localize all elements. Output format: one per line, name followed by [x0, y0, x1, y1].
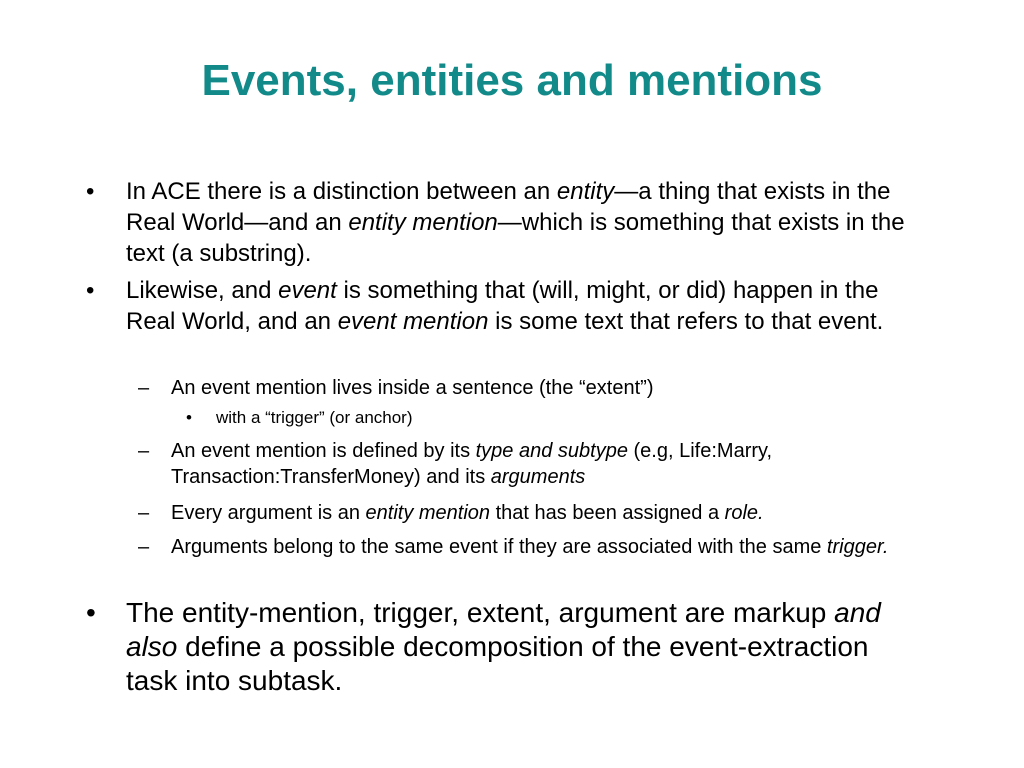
subbullet-text: Every argument is an entity mention that has been assigned a role. — [171, 502, 764, 524]
subbullet-type-subtype — [138, 438, 948, 490]
dash-icon: – — [138, 536, 150, 558]
bullet-decomposition — [86, 596, 916, 698]
dash-icon: – — [138, 377, 150, 399]
subsubbullet-text: with a “trigger” (or anchor) — [216, 408, 413, 427]
subbullet-text: Arguments belong to the same event if they are associated with the same trigger. — [171, 536, 889, 558]
dash-icon: – — [138, 440, 150, 462]
subsubbullet-trigger — [186, 407, 886, 429]
subbullet-argument-role — [138, 500, 948, 526]
bullet-text: In ACE there is a distinction between an entity—a thing that exists in the Real World—and an entity mention—which is something that exists in the text (a substring). — [126, 178, 905, 267]
bullet-text: The entity-mention, trigger, extent, argument are markup and also define a possible decomposition of the event-extraction task into subtask. — [126, 597, 881, 696]
bullet-icon: • — [86, 277, 95, 304]
bullet-entity-distinction — [86, 176, 916, 269]
bullet-event-definition — [86, 275, 916, 337]
bullet-icon: • — [86, 597, 96, 628]
subbullet-same-trigger — [138, 534, 948, 560]
subbullet-text: An event mention is defined by its type and subtype (e.g, Life:Marry, Transaction:TransferMoney) and its arguments — [171, 440, 773, 488]
bullet-icon: • — [86, 178, 95, 205]
subbullet-extent — [138, 375, 948, 401]
bullet-text: Likewise, and event is something that (will, might, or did) happen in the Real World, and an event mention is some text that refers to that event. — [126, 277, 884, 335]
dash-icon: – — [138, 502, 150, 524]
bullet-icon: • — [186, 408, 192, 427]
slide-title: Events, entities and mentions — [201, 56, 823, 105]
subbullet-text: An event mention lives inside a sentence (the “extent”) — [171, 377, 654, 399]
